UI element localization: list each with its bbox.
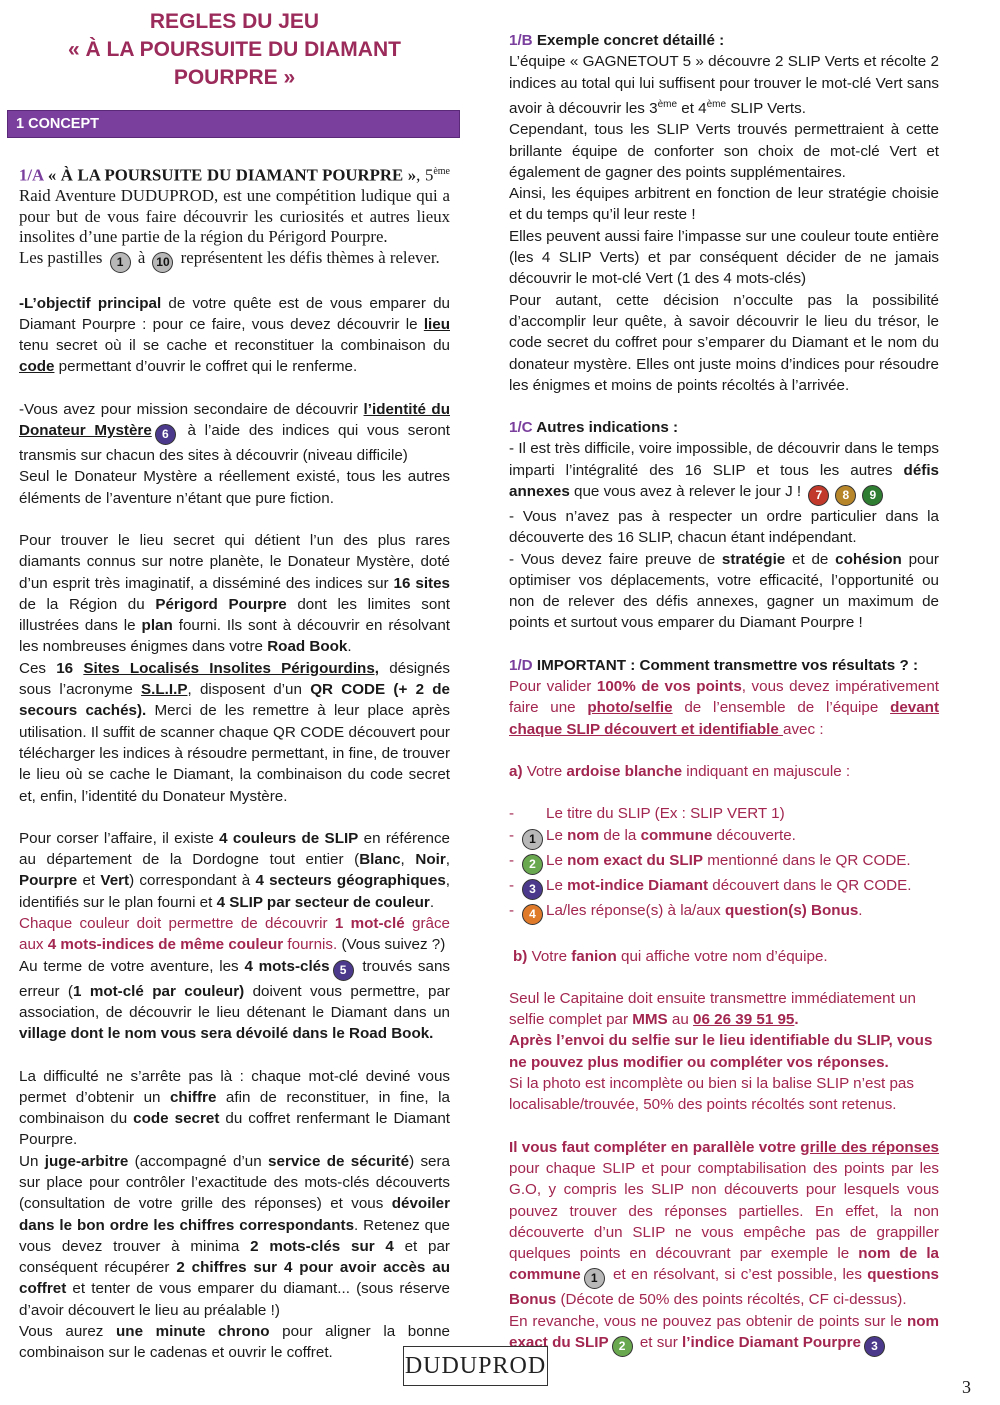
list-item: - 4 La/les réponse(s) à la/aux question(s) Bonus. [509, 900, 939, 925]
duduprod-logo: DUDUPROD [403, 1346, 548, 1386]
paragraph-objectif: -L’objectif principal de votre quête est de vous emparer du Diamant Pourpre : pour ce faire, vous devez découvrir le lieu tenu secret où il se cache et reconstituer la combinaison du code permettant d’ouvrir le coffret qui le renferme. [19, 294, 450, 376]
list-item: - Le titre du SLIP (Ex : SLIP VERT 1) [509, 805, 785, 823]
paragraph-1b: 1/B Exemple concret détaillé : L’équipe « GAGNETOUT 5 » découvre 2 SLIP Verts et récolte 2 indices au total qui lui suffisent pour trouver le mot-clé Vert sans avoir à découvrir les 3ème et 4ème SLIP Verts. Cependant, tous les SLIP Verts trouvés permettraient à cette brillante équipe de conforter son choix de mot-clé Vert et également de gagner des points supplémentaires. Ainsi, les équipes arbitrent en fonction de leur stratégie choisie et du temps qu’il leur reste ! Elles peuvent aussi faire l’impasse sur une couleur toute entière (les 4 SLIP Verts) et par conséquent décider de ne jamais découvrir le mot-clé Vert (1 des 4 mots-clés) Pour autant, cette décision n’occulte pas la possibilité d’accomplir leur quête, à savoir découvrir le lieu du trésor, le code secret du coffret pour s’emparer du Diamant et le nom du donateur mystère. Elles ont juste moins d’indices pour résoudre les énigmes et moins de points récoltés à l’arrivée. [509, 32, 939, 394]
pastille-7-icon: 7 [808, 485, 829, 506]
paragraph-difficulte: La difficulté ne s’arrête pas là : chaque mot-clé deviné vous permet d’obtenir un chiffre afin de reconstituer, in fine, la combinaison du code secret du coffret renfermant le Diamant Pourpre. Un juge-arbitre (accompagné d’un service de sécurité) sera sur place pour contrôler l’exactitude des mots-clés découverts (consultation de votre grille des réponses) et vous dévoiler dans le bon ordre les chiffres correspondants. Retenez que vous devez trouver à minima 2 mots-clés sur 4 et par conséquent récupérer 2 chiffres sur 4 pour avoir accès au coffret et tenter de vous emparer du diamant... (sous réserve d’avoir découvert le lieu au préalable !) Vous aurez une minute chrono pour aligner la bonne combinaison sur le cadenas et ouvrir le coffret. [19, 1067, 451, 1362]
ardoise-list [509, 803, 939, 924]
phone-number: 06 26 39 51 95 [693, 1011, 795, 1029]
paragraph-capitaine: Seul le Capitaine doit ensuite transmettre immédiatement un selfie complet par MMS au 06 26 39 51 95. Après l’envoi du selfie sur le lieu identifiable du SLIP, vous ne pouvez plus modifier ou compléter vos réponses. Si la photo est incomplète ou bien si la balise SLIP n’est pas localisable/trouvée, 50% des points récoltés sont retenus. [509, 989, 933, 1114]
pastille-6-icon: 6 [155, 424, 176, 445]
item-b: b) Votre fanion qui affiche votre nom d’équipe. [513, 947, 828, 965]
left-column [16, 0, 451, 1364]
page-number: 3 [962, 1377, 971, 1397]
pastille-5-icon: 5 [333, 960, 354, 981]
pastille-1-icon: 1 [110, 252, 131, 273]
right-column [509, 30, 939, 1357]
paragraph-1c: 1/C Autres indications : - Il est très difficile, voire impossible, de découvrir dans le temps imparti l’intégralité des 16 SLIP et tous les autres défis annexes que vous avez à relever le jour J ! 7 8 9 - Vous n’avez pas à respecter un ordre particulier dans la découverte des 16 SLIP, chacun étant indépendant. - Vous devez faire preuve de stratégie et de cohésion pour optimiser vos déplacements, votre efficacité, l’opportunité ou non de relever des défis annexes, gagner un maximum de points et surtout vous emparer du Diamant Pourpre ! [509, 419, 939, 632]
paragraph-couleurs: Pour corser l’affaire, il existe 4 couleurs de SLIP en référence au département de la Dordogne tout entier (Blanc, Noir, Pourpre et Vert) correspondant à 4 secteurs géographiques, identifiés sur le plan fourni et 4 SLIP par secteur de couleur. Chaque couleur doit permettre de découvrir 1 mot-clé grâce aux 4 mots-indices de même couleur fournis. (Vous suivez ?) Au terme de votre aventure, les 4 mots-clés 5 trouvés sans erreur (1 mot-clé par couleur) doivent vous permettre, par association, de découvrir le lieu détenant le Diamant dans un village dont le nom vous sera dévoilé dans le Road Book. [19, 829, 451, 1043]
pastille-2-icon: 2 [522, 854, 543, 875]
list-item: - 1 Le nom de la commune découverte. [509, 825, 939, 850]
list-item: - 2 Le nom exact du SLIP mentionné dans le QR CODE. [509, 850, 939, 875]
pastille-10-icon: 10 [152, 252, 173, 273]
page-title: REGLES DU JEU « À LA POURSUITE DU DIAMANT POURPRE » [68, 10, 401, 89]
pastille-3-icon: 3 [864, 1336, 885, 1357]
pastille-9-icon: 9 [862, 485, 883, 506]
pastille-1-icon: 1 [584, 1268, 605, 1289]
paragraph-grille: Il vous faut compléter en parallèle votre grille des réponses pour chaque SLIP et pour comptabilisation des points par les G.O, y compris les SLIP non découverts pour lesquels vous pouvez trouver des réponses partielles. En effet, la non découverte d’un SLIP ne vous empêche pas de grappiller quelques points en découvrant par exemple le nom de la commune 1 et en résolvant, si c’est possible, les questions Bonus (Décote de 50% des points récoltés, CF ci-dessus). En revanche, vous ne pouvez pas obtenir de points sur le nom exact du SLIP 2 et sur l’indice Diamant Pourpre 3 [509, 1137, 939, 1357]
item-a: a) Votre ardoise blanche indiquant en majuscule : [509, 762, 851, 780]
paragraph-1d: 1/D IMPORTANT : Comment transmettre vos résultats ? : Pour valider 100% de vos points, vous devez impérativement faire une photo/selfie de l’ensemble de l’équipe devant chaque SLIP découvert et identifiable avec : a) Votre ardoise blanche indiquant en majuscule : - Le titre du SLIP (Ex : SLIP VERT 1) - 1 Le nom de la commune découverte. - 2 Le nom exact du SLIP mentionné dans le QR CODE. - 3 Le mot-indice Diamant découvert dans le QR CODE. - 4 La/les réponse(s) à la/aux question(s) Bonus. b) Votre fanion qui affiche votre nom d’équipe. Seul le Capitaine doit ensuite transmettre immédiatement un selfie complet par MMS au 06 26 39 51 95. Après l’envoi du selfie sur le lieu identifiable du SLIP, vous ne pouvez plus modifier ou compléter vos réponses. Si la photo est incomplète ou bien si la balise SLIP n’est pas localisable/trouvée, 50% des points récoltés sont retenus. Il vous faut compléter en parallèle votre grille des réponses pour chaque SLIP et pour comptabilisation des points par les G.O, y compris les SLIP non découverts pour lesquels vous pouvez trouver des réponses partielles. En effet, la non découverte d’un SLIP ne vous empêche pas de grappiller quelques points en découvrant par exemple le nom de la commune 1 et en résolvant, si c’est possible, les questions Bonus (Décote de 50% des points récoltés, CF ci-dessus). En revanche, vous ne pouvez pas obtenir de points sur le nom exact du SLIP 2 et sur l’indice Diamant Pourpre 3 [509, 655, 939, 1357]
pastille-1-icon: 1 [522, 829, 543, 850]
pastille-3-icon: 3 [522, 879, 543, 900]
paragraph-1a: 1/A « À LA POURSUITE DU DIAMANT POURPRE », 5ème Raid Aventure DUDUPROD, est une compétition ludique qui a pour but de vous faire découvrir les curiosités et autres lieux insolites d’une partie de la région du Périgord Pourpre. Les pastilles 1 à 10 représentent les défis thèmes à relever. [19, 162, 450, 273]
pastille-2-icon: 2 [612, 1336, 633, 1357]
list-item: - 3 Le mot-indice Diamant découvert dans le QR CODE. [509, 875, 939, 900]
paragraph-mission: -Vous avez pour mission secondaire de découvrir l’identité du Donateur Mystère 6 à l’aide des indices qui vous seront transmis sur chacun des sites à découvrir (niveau difficile) Seul le Donateur Mystère a réellement existé, tous les autres éléments de l’aventure n’étant que pure fiction. [19, 400, 450, 507]
pastille-4-icon: 4 [522, 904, 543, 925]
section-banner: 1 CONCEPT [7, 110, 460, 138]
pastille-8-icon: 8 [835, 485, 856, 506]
paragraph-lieu: Pour trouver le lieu secret qui détient l’un des plus rares diamants connus sur notre planète, le Donateur Mystère, doté d’un esprit très imaginatif, a disséminé des indices sur 16 sites de la Région du Périgord Pourpre dont les limites sont illustrées dans le plan fourni. Ils sont à découvrir en résolvant les nombreuses énigmes dans votre Road Book. Ces 16 Sites Localisés Insolites Périgourdins, désignés sous l’acronyme S.L.I.P, disposent d’un QR CODE (+ 2 de secours cachés). Merci de les remettre à leur place après utilisation. Il suffit de scanner chaque QR CODE découvert pour télécharger les indices à résoudre permettant, in fine, de trouver le lieu où se cache le Diamant, la combinaison du code secret et, enfin, l’identité du Donateur Mystère. [19, 531, 451, 805]
